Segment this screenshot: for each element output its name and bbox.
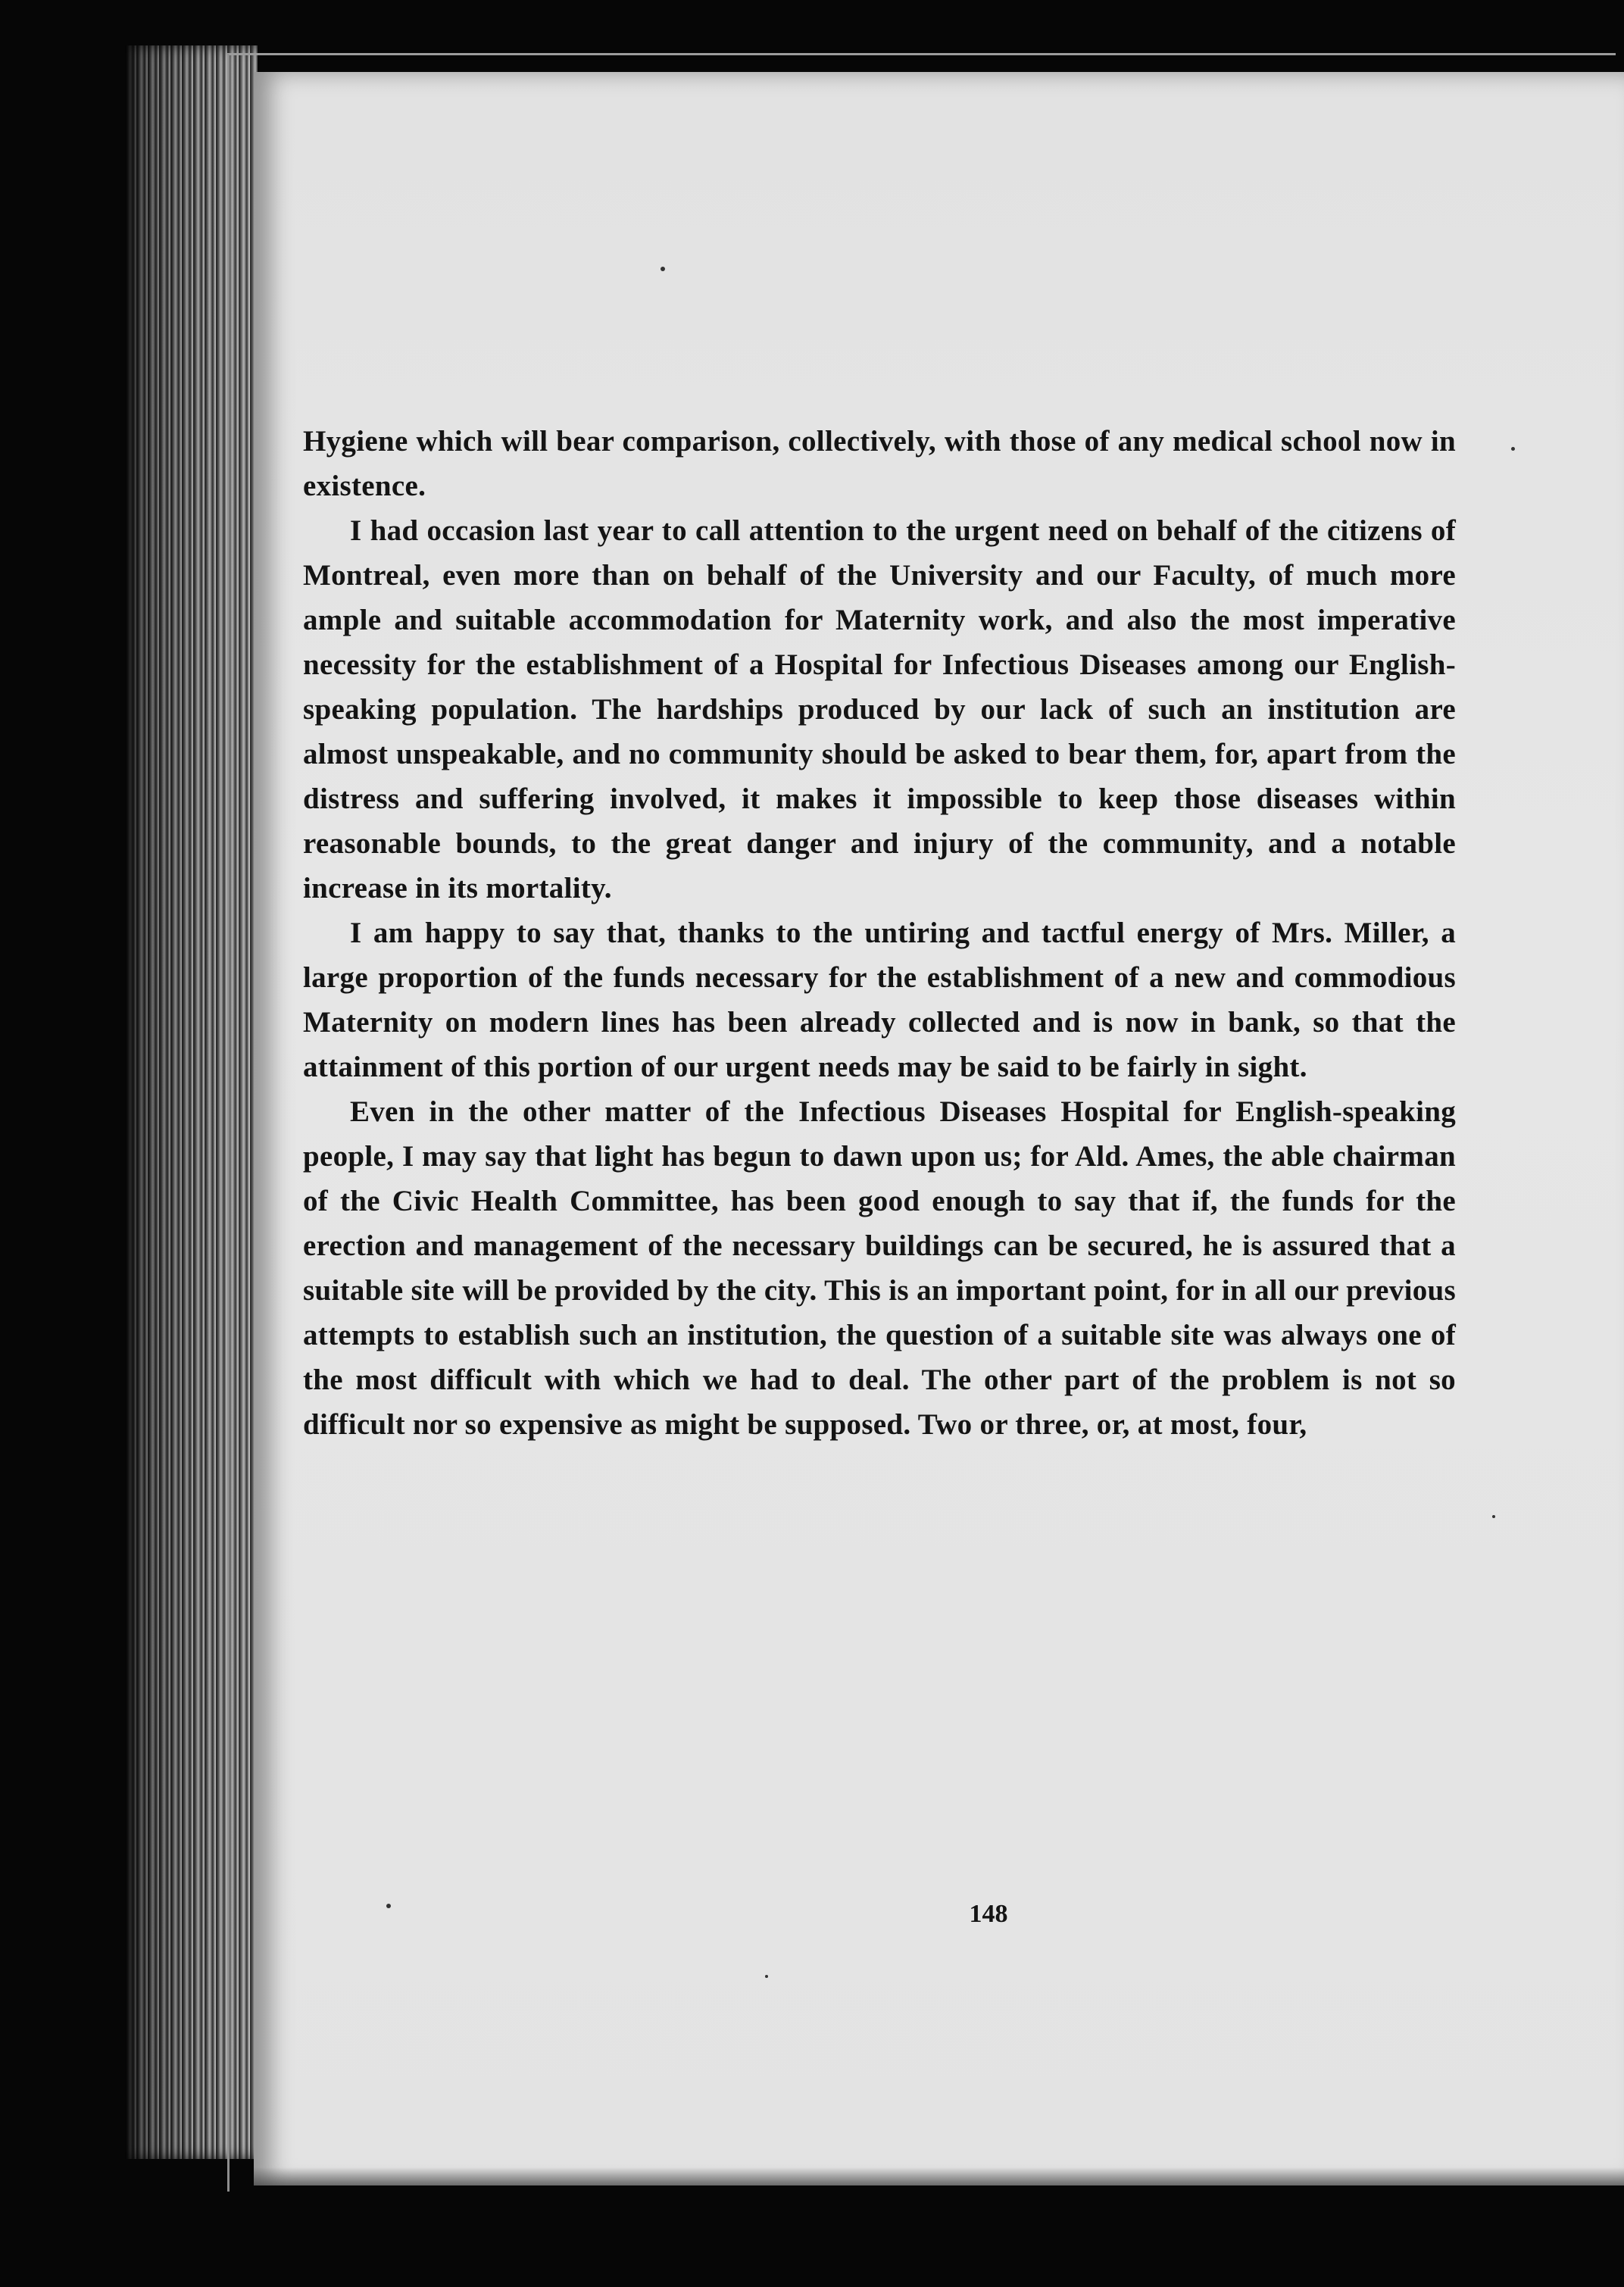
body-text [303,419,1456,1447]
dust-speck [1511,447,1515,451]
page-number: 148 [969,1900,1008,1928]
paragraph-4: Even in the other matter of the Infectious Diseases Hospital for English-speaking people, I may say that light has begun to dawn upon us; for Ald. Ames, the able chairman of the Civic Health Committee, has been good enough to say that if, the funds for the erection and management of the necessary buildings can be secured, he is assured that a suitable site will be provided by the city. This is an important point, for in all our previous attempts to establish such an institution, the question of a suitable site was always one of the most difficult with which we had to deal. The other part of the problem is not so difficult nor so expensive as might be supposed. Two or three, or, at most, four, [303,1095,1456,1441]
dust-speck [1492,1515,1495,1518]
dust-speck [386,1904,391,1908]
dust-speck [661,267,665,271]
paragraph-2: I had occasion last year to call attention to the urgent need on behalf of the citizens of Montreal, even more than on behalf of the University and our Faculty, of much more ample and suitable accommodation for Maternity work, and also the most imperative necessity for the establishment of a Hospital for Infectious Diseases among our English-speaking population. The hardships produced by our lack of such an institution are almost unspeakable, and no community should be asked to bear them, for, apart from the distress and suffering involved, it makes it impossible to keep those diseases within reasonable bounds, to the great danger and injury of the community, and a notable increase in its mortality. [303,514,1456,904]
paragraph-3: I am happy to say that, thanks to the untiring and tactful energy of Mrs. Miller, a large proportion of the funds necessary for the establishment of a new and commodious Maternity on modern lines has been already collected and is now in bank, so that the attainment of this portion of our urgent needs may be said to be fairly in sight. [303,917,1456,1083]
dust-speck [765,1975,768,1978]
paragraph-1: Hygiene which will bear comparison, collectively, with those of any medical school now in existence. [303,425,1456,502]
